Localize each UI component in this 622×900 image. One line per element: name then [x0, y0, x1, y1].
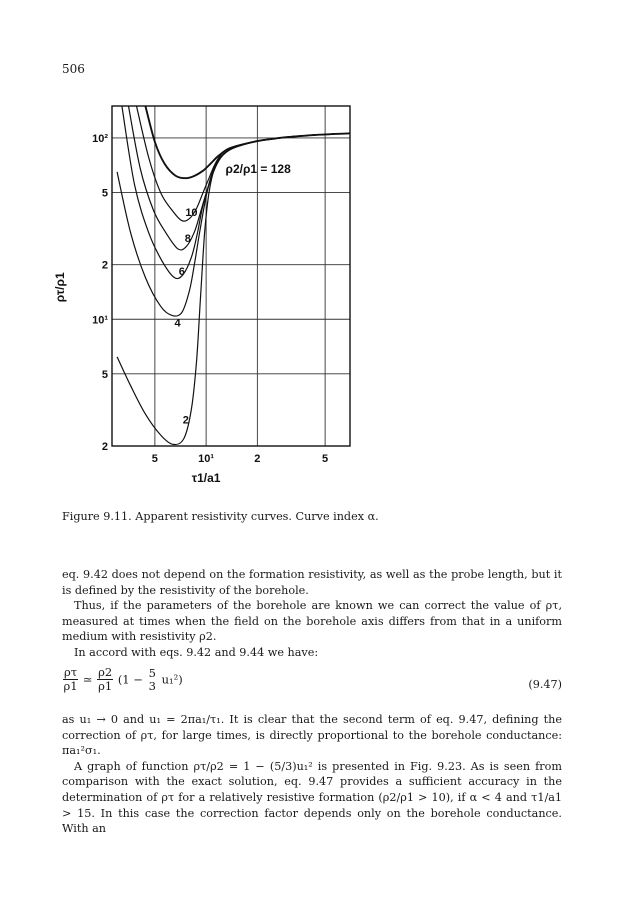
- resistivity-chart: [40, 90, 380, 490]
- y-tick-label: 10²: [92, 132, 108, 145]
- y-tick-label: 5: [101, 368, 108, 381]
- eq-paren-open: (1 −: [117, 672, 143, 687]
- page-number: 506: [62, 62, 85, 76]
- x-tick-label: 5: [322, 453, 329, 465]
- body-text-lower: [62, 712, 562, 837]
- curve-label-4: 4: [174, 317, 181, 330]
- eq-coef-fraction: [148, 667, 157, 693]
- curve-label-10: 10: [185, 207, 198, 220]
- curve-labels: [175, 207, 198, 426]
- equation-body: [62, 666, 183, 693]
- y-axis-label: ρτ/ρ1: [53, 272, 67, 303]
- y-tick-label: 2: [101, 259, 108, 272]
- chart-curves: [117, 106, 350, 445]
- x-tick-label: 2: [254, 453, 261, 465]
- x-tick-label: 5: [151, 453, 158, 465]
- chart-grid: [112, 106, 350, 446]
- equation-number: (9.47): [528, 678, 562, 691]
- paragraph-4: as u₁ → 0 and u₁ = 2πa₁/τ₁. It is clear that the second term of eq. 9.47, defining the correction of ρτ, for large times, is directly proportional to the borehole conductance: πa₁²σ₁.: [62, 713, 562, 758]
- y-tick-label: 10¹: [92, 314, 108, 327]
- eq-rhs-num: ρ2: [98, 665, 113, 679]
- eq-coef-den: 3: [148, 678, 156, 693]
- curve-label-6: 6: [178, 265, 185, 278]
- body-text-upper: [62, 567, 562, 661]
- eq-approx: ≃: [82, 672, 93, 687]
- paragraph-5: A graph of function ρτ/ρ2 = 1 − (5/3)u₁² is presented in Fig. 9.23. As is seen from comparison with the exact solution, eq. 9.47 provides a sufficient accuracy in the determination of ρτ for a relatively resistive formation (ρ2/ρ1 > 10), if α < 4 and τ1/a1 > 15. In this case the correction factor depends only on the borehole conductance. With an: [62, 759, 562, 836]
- curve-alpha-2: [117, 133, 350, 444]
- paragraph-3: In accord with eqs. 9.42 and 9.44 we have:: [74, 645, 319, 659]
- eq-term: u₁²): [161, 672, 183, 687]
- eq-lhs-fraction: [63, 666, 78, 693]
- curve-label-2: 2: [182, 414, 189, 427]
- equation-9-47: [62, 666, 562, 706]
- x-axis-label: τ1/a1: [191, 471, 221, 485]
- paragraph-2: Thus, if the parameters of the borehole are known we can correct the value of ρτ, measured at times when the field on the borehole axis differs from that in a uniform medium with resistivity ρ2.: [62, 599, 562, 644]
- curve-alpha-4: [117, 133, 350, 316]
- paragraph-1: eq. 9.42 does not depend on the formation resistivity, as well as the probe length, but it is defined by the resistivity of the borehole.: [62, 568, 562, 597]
- y-tick-label: 2: [101, 441, 108, 453]
- eq-rhs-fraction: [97, 666, 113, 693]
- x-tick-label: 10¹: [198, 453, 215, 465]
- plot-frame: [112, 106, 350, 446]
- eq-lhs-num: ρτ: [64, 665, 78, 679]
- curve-alpha-8: [129, 106, 351, 250]
- eq-lhs-den: ρ1: [63, 679, 78, 693]
- figure-caption: Figure 9.11. Apparent resistivity curves. Curve index α.: [62, 510, 379, 523]
- chart-annotation: ρ2/ρ1 = 128: [225, 162, 291, 177]
- curve-label-8: 8: [184, 233, 191, 246]
- y-tick-label: 5: [101, 187, 108, 200]
- eq-rhs-den: ρ1: [98, 679, 113, 693]
- eq-coef-num: 5: [148, 665, 156, 680]
